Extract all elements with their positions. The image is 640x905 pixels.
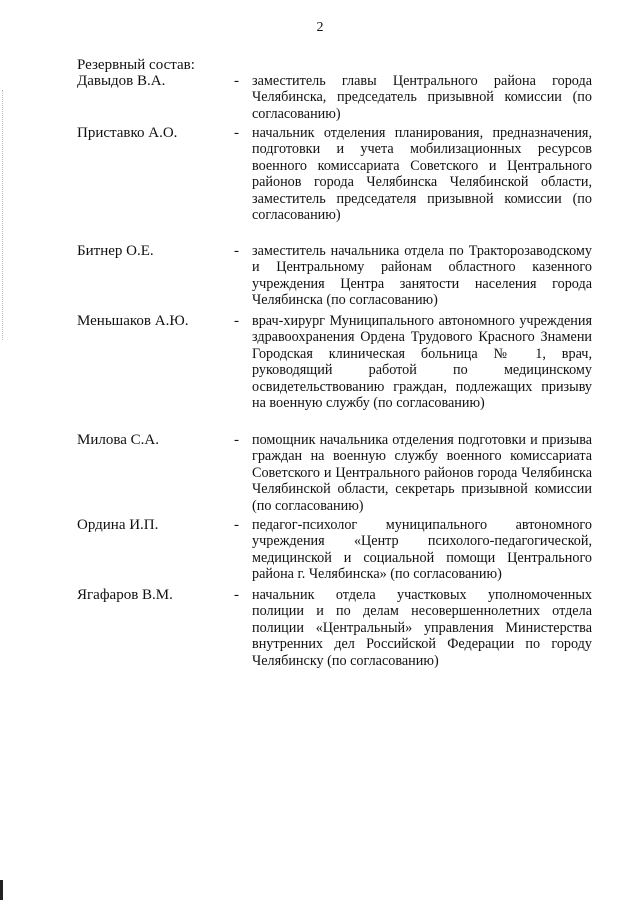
member-name: Меньшаков А.Ю.: [77, 313, 189, 329]
dash-separator: -: [234, 243, 239, 259]
section-title: Резервный состав:: [77, 57, 195, 73]
member-name: Ягафаров В.М.: [77, 587, 173, 603]
dash-separator: -: [234, 587, 239, 603]
member-name: Приставко А.О.: [77, 125, 178, 141]
member-description: заместитель главы Центрального района города Челябинска, председатель призывной комиссии (по согласованию): [252, 73, 592, 122]
member-description: помощник начальника отделения подготовки и призыва граждан на военную службу военного комиссариата Советского и Центрального районов города Челябинска Челябинской области, секретарь призывной комиссии (по согласованию): [252, 432, 592, 514]
page-number: 2: [316, 20, 324, 35]
member-name: Милова С.А.: [77, 432, 159, 448]
member-name: Битнер О.Е.: [77, 243, 154, 259]
dash-separator: -: [234, 517, 239, 533]
scan-edge-mark: [0, 880, 3, 900]
member-name: Давыдов В.А.: [77, 73, 166, 89]
member-name: Ордина И.П.: [77, 517, 159, 533]
dash-separator: -: [234, 125, 239, 141]
dash-separator: -: [234, 313, 239, 329]
member-description: начальник отделения планирования, предназначения, подготовки и учета мобилизационных ресурсов военного комиссариата Советского и Центрального районов города Челябинска Челябинской области, заместитель председателя призывной комиссии (по согласованию): [252, 125, 592, 224]
member-description: начальник отдела участковых уполномоченных полиции и по делам несовершеннолетних отдела полиции «Центральный» управления Министерства внутренних дел Российской Федерации по городу Челябинску (по согласованию): [252, 587, 592, 669]
member-description: врач-хирург Муниципального автономного учреждения здравоохранения Ордена Трудового Красного Знамени Городская клиническая больница № 1, врач, руководящий работой по медицинскому освидетельствованию граждан, подлежащих призыву на военную службу (по согласованию): [252, 313, 592, 412]
member-description: заместитель начальника отдела по Тракторозаводскому и Центральному районам областного казенного учреждения Центра занятости населения города Челябинска (по согласованию): [252, 243, 592, 309]
dash-separator: -: [234, 73, 239, 89]
member-description: педагог-психолог муниципального автономного учреждения «Центр психолого-педагогической, медицинской и социальной помощи Центрального района г. Челябинска» (по согласованию): [252, 517, 592, 583]
dash-separator: -: [234, 432, 239, 448]
scan-edge-artifact: [2, 90, 4, 340]
